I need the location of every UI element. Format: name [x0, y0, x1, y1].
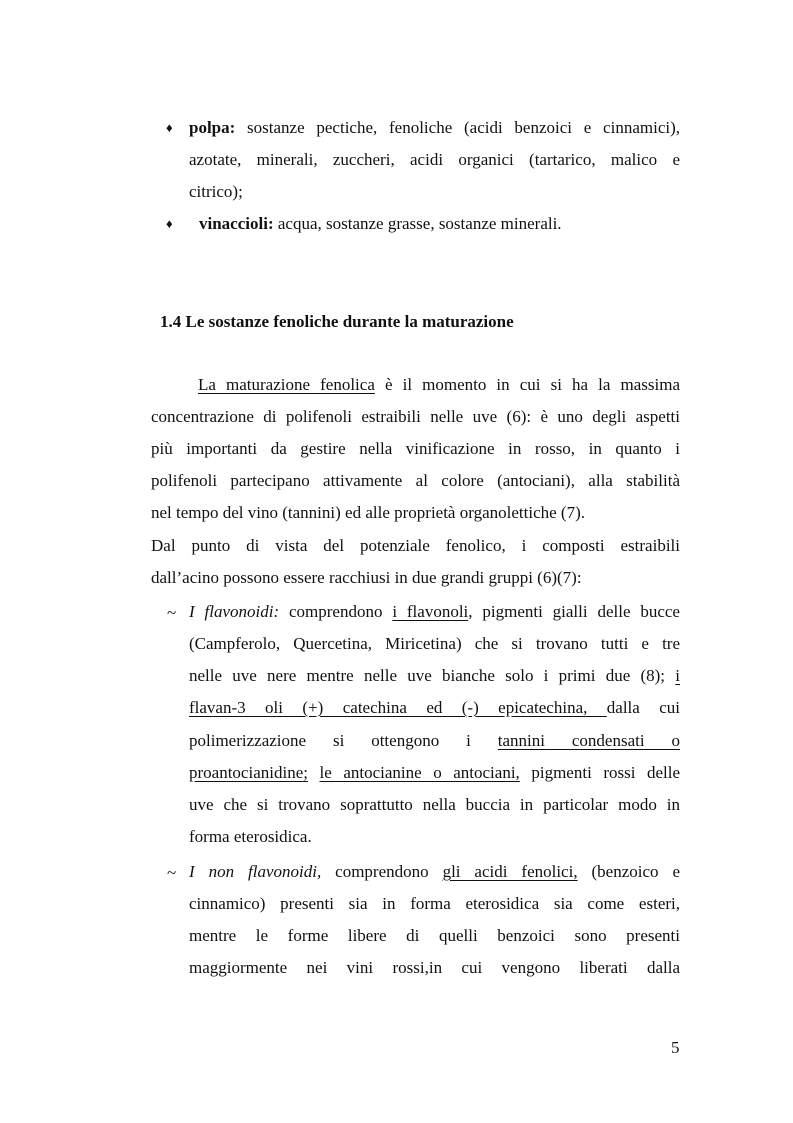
paragraph-line: concentrazione di polifenoli estraibili nelle uve (6): è uno degli aspetti — [151, 407, 680, 426]
paragraph-line: polifenoli partecipano attivamente al colore (antociani), alla stabilità — [151, 471, 680, 490]
diamond-bullet-icon: ♦ — [166, 120, 173, 135]
term-non-flavonoidi: I non flavonoidi, — [189, 862, 322, 881]
paragraph-line: Dal punto di vista del potenziale fenolico, i composti estraibili — [151, 536, 680, 555]
list-item-text: cinnamico) presenti sia in forma eterosidica sia come esteri, — [189, 894, 680, 913]
list-item-text: uve che si trovano soprattutto nella buccia in particolar modo in — [189, 795, 680, 814]
list-item-polpa: polpa: sostanze pectiche, fenoliche (acidi benzoici e cinnamici), — [189, 118, 680, 137]
list-item-text: polimerizzazione si ottengono i tannini condensati o — [189, 731, 680, 750]
section-number: 1.4 — [160, 312, 182, 331]
tilde-bullet-icon: ~ — [167, 603, 177, 622]
paragraph-line: nel tempo del vino (tannini) ed alle proprietà organolettiche (7). — [151, 503, 585, 522]
list-item-flavonoidi: I flavonoidi: comprendono i flavonoli, pigmenti gialli delle bucce — [189, 602, 680, 621]
list-item-vinaccioli: vinaccioli: acqua, sostanze grasse, sostanze minerali. — [199, 214, 562, 233]
list-item-text: azotate, minerali, zuccheri, acidi organici (tartarico, malico e — [189, 150, 680, 169]
list-item-text: maggiormente nei vini rossi,in cui vengono liberati dalla — [189, 958, 680, 977]
list-item-text: mentre le forme libere di quelli benzoici sono presenti — [189, 926, 680, 945]
page-number: 5 — [671, 1038, 680, 1057]
underlined-term: La maturazione fenolica — [198, 375, 375, 394]
paragraph-line: dall’acino possono essere racchiusi in due grandi gruppi (6)(7): — [151, 568, 582, 587]
list-item-text: citrico); — [189, 182, 243, 201]
list-item-text: flavan-3 oli (+) catechina ed (-) epicatechina, dalla cui — [189, 698, 680, 717]
section-title: Le sostanze fenoliche durante la maturazione — [185, 312, 514, 331]
term-vinaccioli: vinaccioli: — [199, 214, 274, 233]
list-item-text: forma eterosidica. — [189, 827, 312, 846]
list-item-text: (Campferolo, Quercetina, Miricetina) che si trovano tutti e tre — [189, 634, 680, 653]
paragraph-line: più importanti da gestire nella vinificazione in rosso, in quanto i — [151, 439, 680, 458]
list-item-text: proantocianidine; le antocianine o antociani, pigmenti rossi delle — [189, 763, 681, 782]
term-polpa: polpa: — [189, 118, 236, 137]
list-item-text: nelle uve nere mentre nelle uve bianche solo i primi due (8); i — [189, 666, 680, 685]
tilde-bullet-icon: ~ — [167, 863, 177, 882]
paragraph-line: La maturazione fenolica è il momento in cui si ha la massima — [198, 375, 681, 394]
diamond-bullet-icon: ♦ — [166, 216, 173, 231]
list-item-non-flavonoidi: I non flavonoidi, comprendono gli acidi fenolici, (benzoico e — [189, 862, 680, 881]
section-heading — [160, 308, 514, 336]
term-flavonoidi: I flavonoidi: — [189, 602, 280, 621]
